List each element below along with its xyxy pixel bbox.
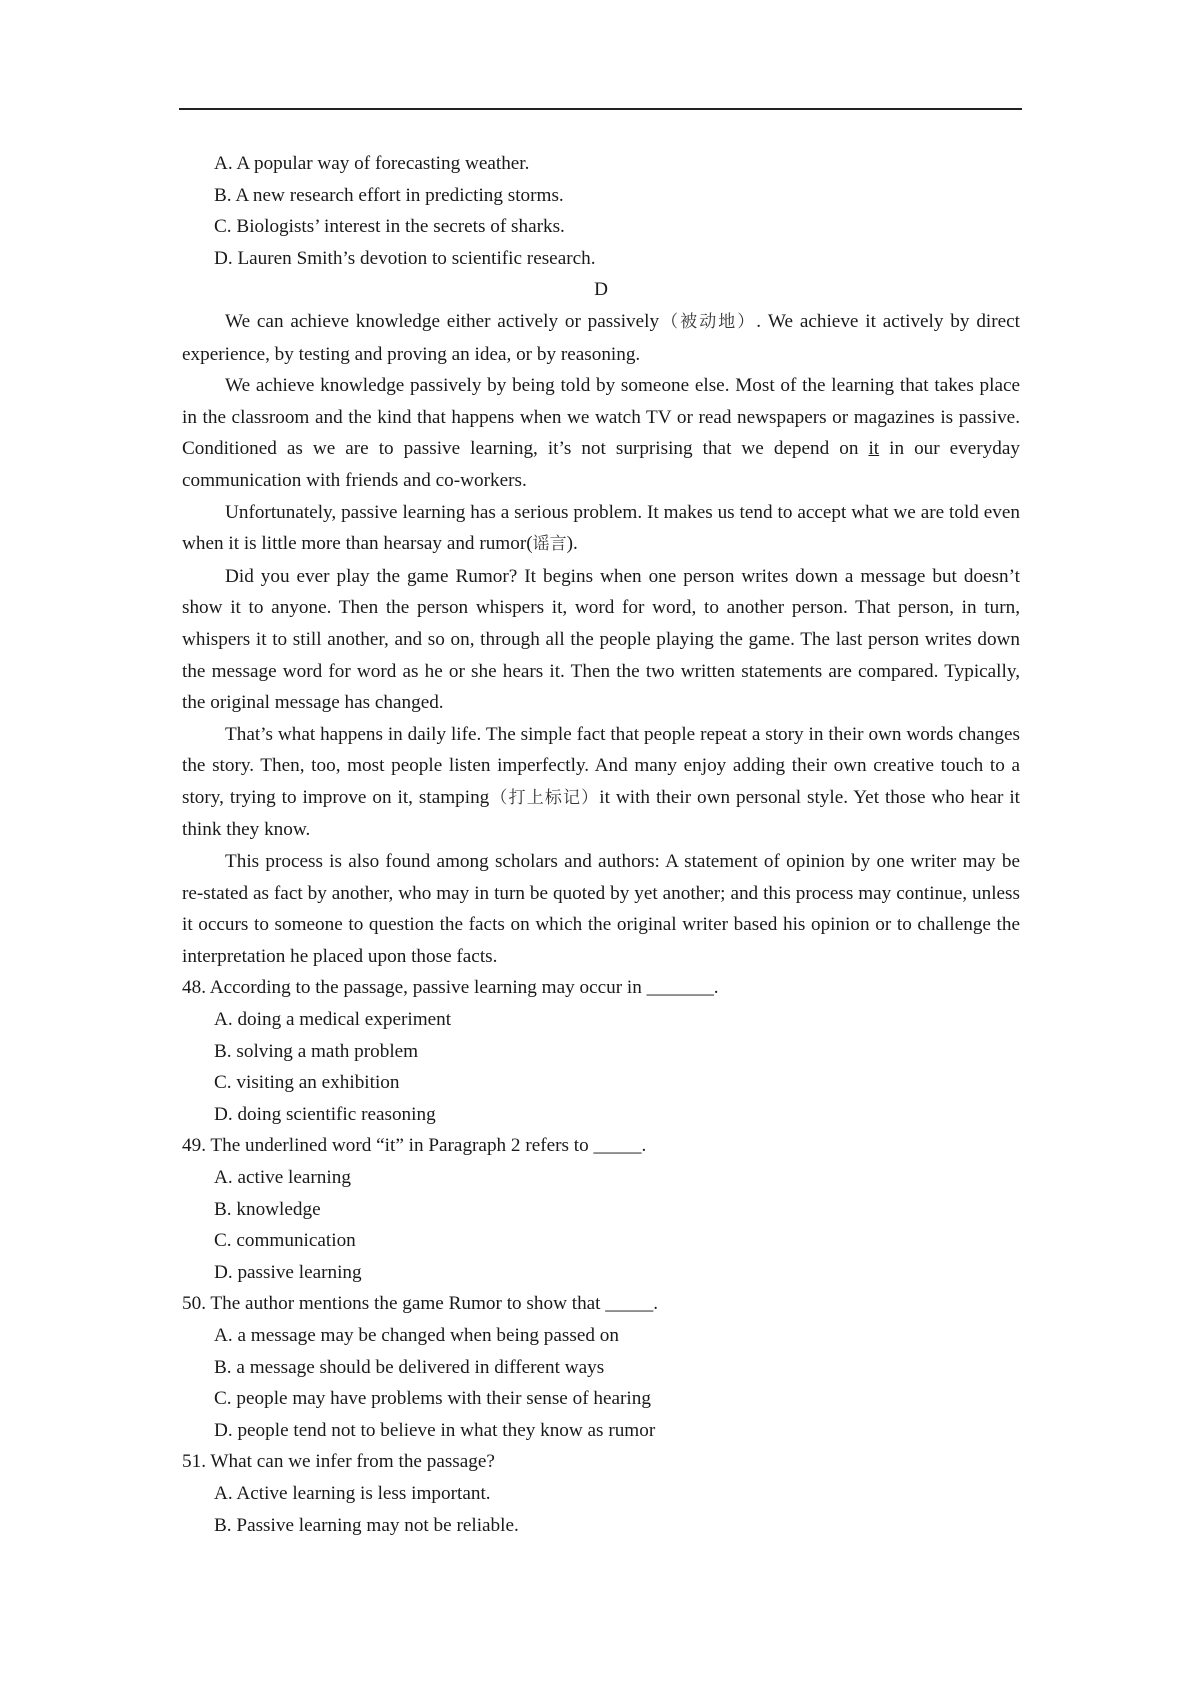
q50-option-d: D. people tend not to believe in what they know as rumor	[214, 1419, 656, 1441]
passage-paragraph-1	[182, 306, 1020, 370]
p5-gloss: （打上标记）	[489, 787, 600, 808]
header-rule	[179, 108, 1022, 110]
prev-option-b: B. A new research effort in predicting storms.	[214, 184, 564, 206]
prev-option-d: D. Lauren Smith’s devotion to scientific research.	[214, 247, 596, 269]
passage-paragraph-3	[182, 497, 1020, 561]
p1-gloss: （被动地）	[659, 311, 757, 332]
question-50-stem: 50. The author mentions the game Rumor to show that _____.	[182, 1293, 659, 1315]
p1-text-a: We can achieve knowledge either actively or passively	[225, 310, 660, 332]
q48-option-b: B. solving a math problem	[214, 1040, 419, 1062]
q48-option-a: A. doing a medical experiment	[214, 1009, 452, 1031]
underlined-word-it: it	[868, 438, 880, 460]
p2-text-a: We achieve knowledge passively by being told by someone else. Most of the learning that takes place in the classroom and the kind that happens when we watch TV or read newspapers or magazines is passive. Conditioned as we are to passive learning, it’s not surprising that we depend on	[182, 375, 1020, 460]
passage-paragraph-4: Did you ever play the game Rumor? It begins when one person writes down a message but doesn’t show it to anyone. Then the person whispers it, word for word, to another person. That person, in turn, whispers it to still another, and so on, through all the people playing the game. The last person writes down the message word for word as he or she hears it. Then the two written statements are compared. Typically, the original message has changed.	[182, 565, 1020, 714]
q50-option-a: A. a message may be changed when being passed on	[214, 1324, 619, 1346]
p2-text-b: in our everyday communication with friends and co-workers.	[182, 438, 1020, 491]
p3-gloss: 谣言	[532, 534, 567, 555]
q49-option-b: B. knowledge	[214, 1198, 321, 1220]
p3-text-a: Unfortunately, passive learning has a serious problem. It makes us tend to accept what we are told even when it is little more than hearsay and rumor(	[182, 501, 1020, 555]
q48-option-d: D. doing scientific reasoning	[214, 1103, 436, 1125]
prev-option-a: A. A popular way of forecasting weather.	[214, 153, 530, 174]
p5-text-b: it with their own personal style. Yet those who hear it think they know.	[182, 786, 1021, 841]
section-label: D	[594, 279, 608, 301]
q48-option-c: C. visiting an exhibition	[214, 1072, 400, 1094]
q49-option-c: C. communication	[214, 1230, 356, 1252]
question-49-stem: 49. The underlined word “it” in Paragraph 2 refers to _____.	[182, 1135, 647, 1157]
q49-option-a: A. active learning	[214, 1167, 351, 1188]
passage-paragraph-6: This process is also found among scholars and authors: A statement of opinion by one writer may be re-stated as fact by another, who may in turn be quoted by yet another; and this process may continue, unless it occurs to someone to question the facts on which the original writer based his opinion or to challenge the interpretation he placed upon those facts.	[182, 851, 1020, 967]
p5-text-a: That’s what happens in daily life. The simple fact that people repeat a story in their own words changes the story. Then, too, most people listen imperfectly. And many enjoy adding their own creative touch to a story, trying to improve on it, stamping	[182, 723, 1020, 808]
q51-option-a: A. Active learning is less important.	[214, 1482, 491, 1504]
q50-option-c: C. people may have problems with their sense of hearing	[214, 1388, 651, 1410]
q51-option-b: B. Passive learning may not be reliable.	[214, 1514, 519, 1536]
p3-text-b: ).	[566, 533, 578, 555]
prev-option-c: C. Biologists’ interest in the secrets of sharks.	[214, 216, 565, 238]
exam-page	[182, 148, 1020, 1541]
passage-paragraph-5	[182, 719, 1020, 846]
passage-paragraph-2	[182, 370, 1020, 496]
p1-text-b: . We achieve it actively by direct experience, by testing and proving an idea, or by reasoning.	[182, 310, 1020, 365]
question-48-stem: 48. According to the passage, passive learning may occur in _______.	[182, 977, 719, 999]
question-51-stem: 51. What can we infer from the passage?	[182, 1451, 495, 1473]
q50-option-b: B. a message should be delivered in different ways	[214, 1356, 605, 1378]
q49-option-d: D. passive learning	[214, 1261, 362, 1283]
